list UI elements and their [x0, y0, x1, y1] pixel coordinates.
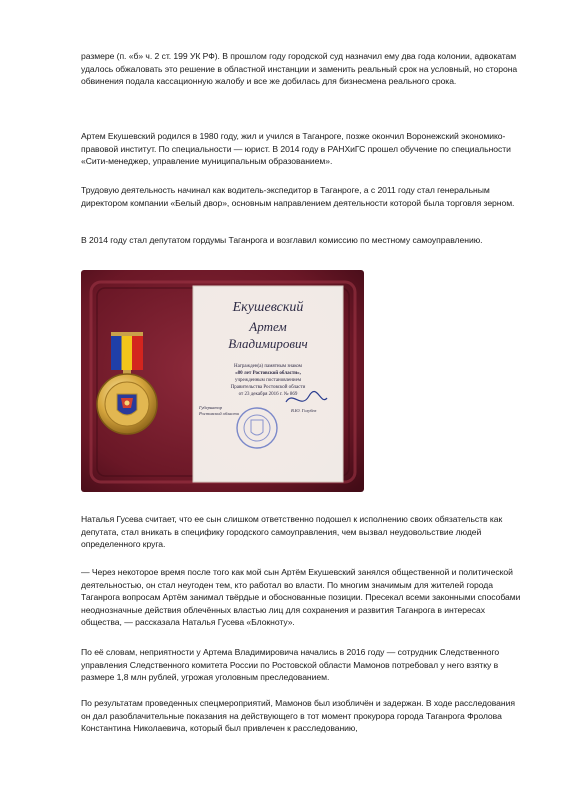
certificate-award-line-4: Правительства Ростовской области	[230, 385, 306, 390]
medal-certificate-photo	[81, 270, 364, 492]
paragraph-4: В 2014 году стал депутатом гордумы Таганрога и возглавил комиссию по местному самоуправлению.	[81, 235, 483, 245]
certificate-award-line-1: Награжден(а) памятным знаком	[234, 364, 302, 369]
certificate-surname: Екушевский	[232, 300, 304, 315]
paragraph-7: По её словам, неприятности у Артема Владимировича начались в 2016 году — сотрудник Следственного управления Следственного комитета России по Ростовской области Мамонов потребовал у него взятку в размере 1,8 млн рублей, угрожая уголовным преследованием.	[81, 647, 500, 683]
certificate-signature-role-2: Ростовской области	[199, 411, 239, 416]
certificate-award-line-2: «80 лет Ростовской области»,	[235, 371, 301, 376]
certificate-name: Артем	[249, 319, 287, 334]
certificate-award-line-3: учрежденным постановлением	[235, 378, 301, 383]
paragraph-8: По результатам проведенных спецмероприятий, Мамонов был изобличён и задержан. В ходе расследования он дал разоблачительные показания на действующего в тот момент прокурора города Таганрога Фролова Константина Николаевича, который был привлечен к расследованию,	[81, 698, 515, 734]
paragraph-5: Наталья Гусева считает, что ее сын слишком ответственно подошел к исполнению своих обязательств как депутата, стал вникать в специфику городского самоуправления, чем вызвал неудовольствие людей определенного круга.	[81, 514, 503, 550]
certificate-signature-role-1: Губернатор	[199, 405, 223, 410]
certificate-signature-name: В.Ю. Голубев	[291, 408, 317, 413]
paragraph-2: Артем Екушевский родился в 1980 году, жил и учился в Таганроге, позже окончил Воронежский экономико-правовой институт. По специальности — юрист. В 2014 году в РАНХиГС прошел обучение по специальности «Сити-менеджер, управление муниципальным образованием».	[81, 131, 511, 167]
paragraph-1: размере (п. «б» ч. 2 ст. 199 УК РФ). В прошлом году городской суд назначил ему два года колонии, адвокатам удалось обжаловать это решение в областной инстанции и заменить реальный срок на условный, но сторона обвинения подала кассационную жалобу и все же добилась для бизнесмена реального срока.	[81, 51, 518, 87]
certificate-award-line-5: от 23 декабря 2016 г. № 869	[238, 392, 298, 397]
paragraph-3: Трудовую деятельность начинал как водитель-экспедитор в Таганроге, а с 2011 году стал генеральным директором компании «Белый двор», основным направлением деятельности которой была торговля зерном.	[81, 185, 515, 208]
certificate-patronymic: Владимирович	[228, 336, 308, 351]
paragraph-6: — Через некоторое время после того как мой сын Артём Екушевский занялся общественной и политической деятельностью, он стал неугоден тем, кто работал во власти. По многим значимым для жителей города Таганрога вопросам Артём занимал твёрдые и обоснованные позиции. Пресекал всеми законными способами неоднозначные действия облечённых властью лиц для сохранения и развития Таганрога в интересах общества, — рассказала Наталья Гусева «Блокноту».	[81, 567, 521, 628]
